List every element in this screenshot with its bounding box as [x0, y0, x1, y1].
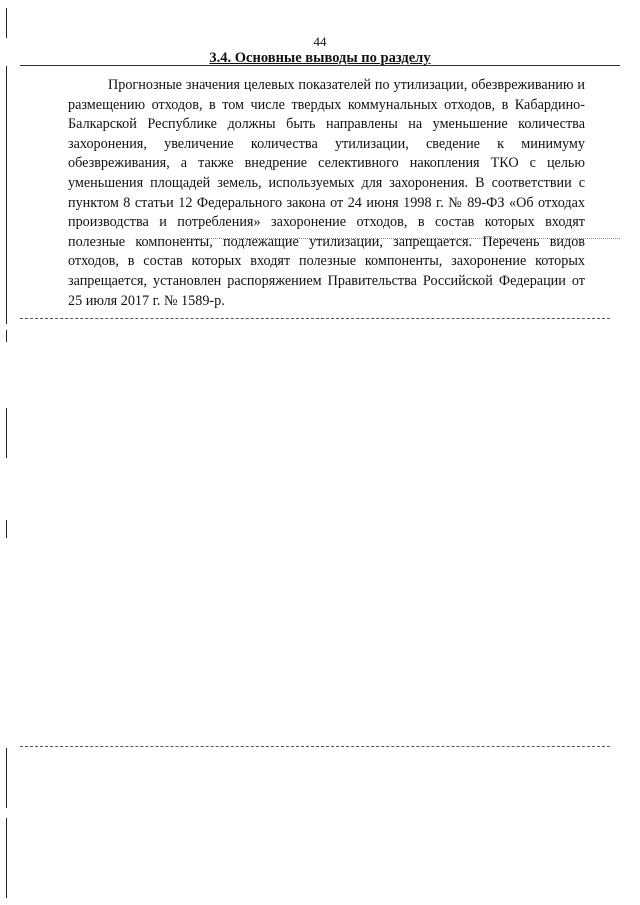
body-paragraph: Прогнозные значения целевых показателей по утилизации, обезвреживанию и размещению отходов, в том числе твердых коммунальных отходов, в Кабардино-Балкарской Республике должны быть направлены на уменьшение количества захоронения, увеличение количества утилизации, сведение к минимуму обезвреживания, а также внедрение селективного накопления ТКО с целью уменьшения площадей земель, используемых для захоронения. В соответствии с пунктом 8 статьи 12 Федерального закона от 24 июня 1998 г. № 89-ФЗ «Об отходах производства и потребления» захоронение отходов, в состав которых входят полезные компоненты, подлежащие утилизации, запрещается. Перечень видов отходов, в состав которых входят полезные компоненты, захоронение которых запрещается, установлен распоряжением Правительства Российской Федерации от 25 июля 2017 г. № 1589-р.	[68, 77, 585, 309]
scan-strikethrough-line	[180, 238, 620, 239]
scan-edge-mark	[6, 408, 7, 458]
scan-edge-mark	[6, 818, 7, 898]
scan-edge-mark	[6, 66, 7, 324]
scan-edge-mark	[6, 330, 7, 342]
page-number: 44	[313, 34, 327, 49]
page-divider-bottom	[20, 746, 610, 747]
scan-edge-mark	[6, 748, 7, 808]
page-divider-top	[20, 318, 610, 319]
section-heading: 3.4. Основные выводы по разделу	[209, 50, 431, 66]
scan-edge-mark	[6, 520, 7, 538]
heading-rule	[20, 65, 620, 66]
